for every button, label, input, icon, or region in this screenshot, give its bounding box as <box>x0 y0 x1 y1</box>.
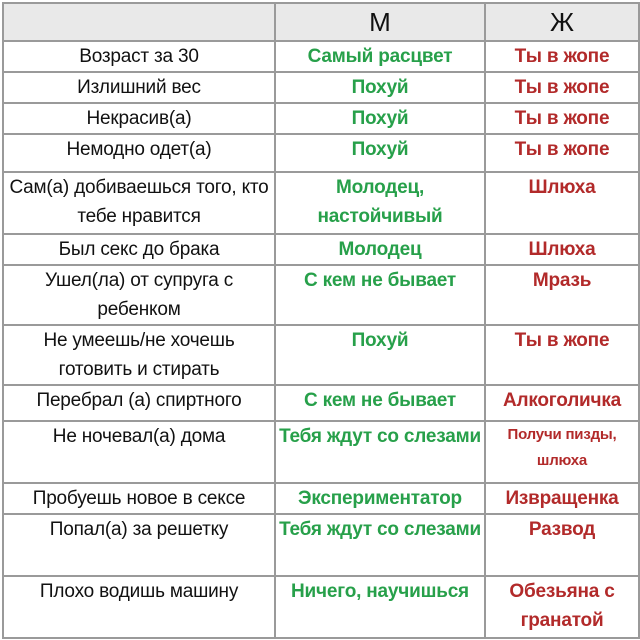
row-label: Не умеешь/не хочешь готовить и стирать <box>3 325 275 385</box>
comparison-table <box>2 2 640 639</box>
row-m-value: Самый расцвет <box>275 41 485 72</box>
row-label: Плохо водишь машину <box>3 576 275 638</box>
row-label: Не ночевал(а) дома <box>3 421 275 483</box>
row-m-value: Ничего, научишься <box>275 576 485 638</box>
table-row <box>3 483 639 514</box>
row-m-value: С кем не бывает <box>275 385 485 421</box>
header-corner-cell <box>3 3 275 41</box>
table-row <box>3 514 639 576</box>
row-f-value: Ты в жопе <box>485 72 639 103</box>
row-m-value: Тебя ждут со слезами <box>275 514 485 576</box>
row-m-value: Похуй <box>275 103 485 134</box>
row-m-value: Похуй <box>275 134 485 172</box>
row-f-value: Ты в жопе <box>485 325 639 385</box>
row-f-value: Шлюха <box>485 172 639 234</box>
header-m: М <box>275 3 485 41</box>
table-row <box>3 576 639 638</box>
header-f: Ж <box>485 3 639 41</box>
row-label: Был секс до брака <box>3 234 275 265</box>
row-f-value: Обезьяна с гранатой <box>485 576 639 638</box>
row-m-value: Молодец <box>275 234 485 265</box>
table-row <box>3 325 639 385</box>
row-label: Перебрал (а) спиртного <box>3 385 275 421</box>
row-label: Немодно одет(а) <box>3 134 275 172</box>
row-label: Попал(а) за решетку <box>3 514 275 576</box>
row-f-value: Шлюха <box>485 234 639 265</box>
row-f-value: Извращенка <box>485 483 639 514</box>
row-label: Сам(а) добиваешься того, кто тебе нравится <box>3 172 275 234</box>
row-f-value: Ты в жопе <box>485 41 639 72</box>
table-row <box>3 72 639 103</box>
row-f-value: Алкоголичка <box>485 385 639 421</box>
row-f-value: Ты в жопе <box>485 103 639 134</box>
row-f-value: Ты в жопе <box>485 134 639 172</box>
table-row <box>3 421 639 483</box>
row-label: Излишний вес <box>3 72 275 103</box>
row-label: Пробуешь новое в сексе <box>3 483 275 514</box>
row-f-value: Мразь <box>485 265 639 325</box>
table-row <box>3 172 639 234</box>
row-m-value: С кем не бывает <box>275 265 485 325</box>
row-label: Возраст за 30 <box>3 41 275 72</box>
table-row <box>3 134 639 172</box>
row-m-value: Похуй <box>275 72 485 103</box>
table-row <box>3 234 639 265</box>
row-m-value: Похуй <box>275 325 485 385</box>
row-m-value: Экспериментатор <box>275 483 485 514</box>
row-m-value: Молодец, настойчивый <box>275 172 485 234</box>
table-row <box>3 103 639 134</box>
table-row <box>3 41 639 72</box>
row-f-value: Развод <box>485 514 639 576</box>
row-label: Некрасив(а) <box>3 103 275 134</box>
table-header-row <box>3 3 639 41</box>
table-row <box>3 265 639 325</box>
table-row <box>3 385 639 421</box>
row-label: Ушел(ла) от супруга с ребенком <box>3 265 275 325</box>
row-m-value: Тебя ждут со слезами <box>275 421 485 483</box>
row-f-value: Получи пизды, шлюха <box>485 421 639 483</box>
